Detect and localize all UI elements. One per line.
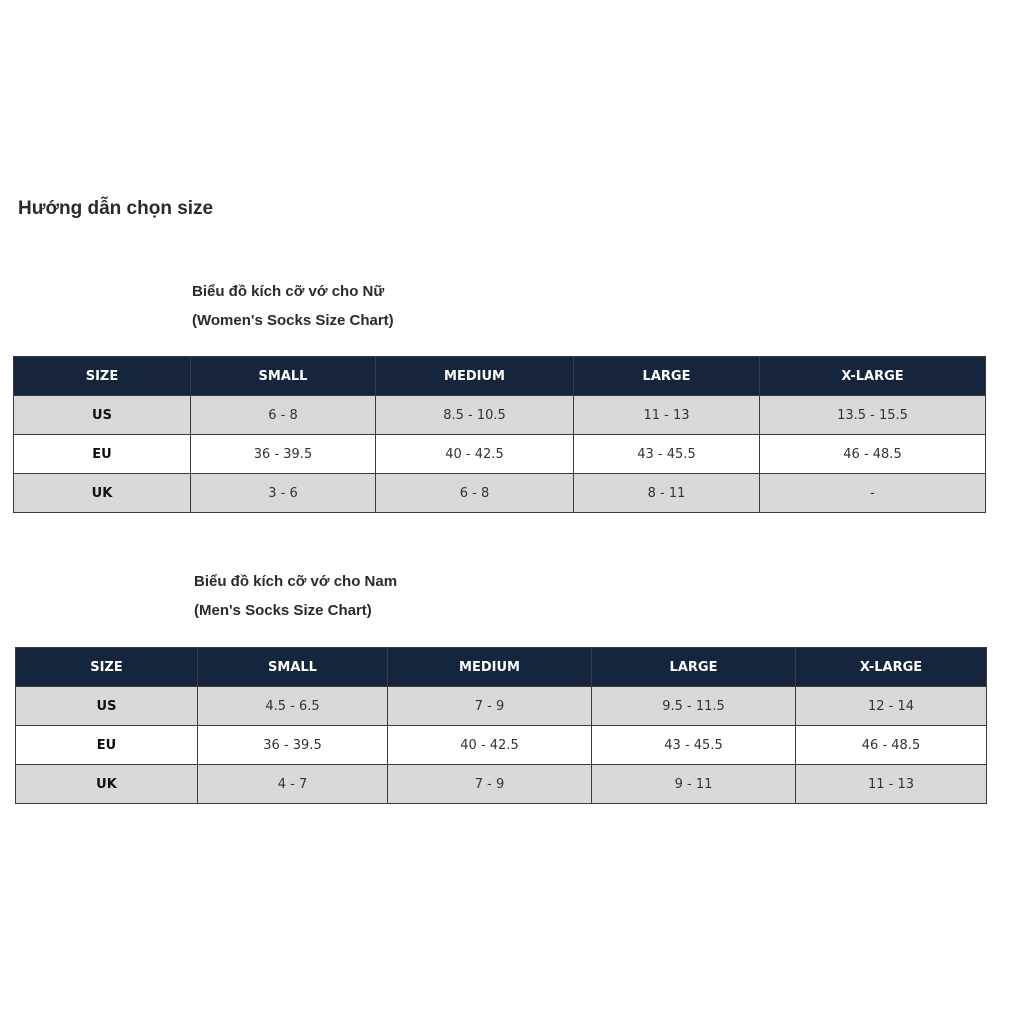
column-header-size: SIZE bbox=[14, 357, 191, 396]
table-cell: 36 - 39.5 bbox=[198, 726, 388, 765]
column-header-x-large: X-LARGE bbox=[796, 648, 987, 687]
table-cell: 6 - 8 bbox=[191, 396, 376, 435]
column-header-size: SIZE bbox=[16, 648, 198, 687]
women-chart-title-vi: Biểu đồ kích cỡ vớ cho Nữ bbox=[192, 283, 385, 300]
table-cell: 11 - 13 bbox=[796, 765, 987, 804]
table-cell: 13.5 - 15.5 bbox=[760, 396, 986, 435]
table-cell: 9 - 11 bbox=[592, 765, 796, 804]
women-chart-title bbox=[192, 277, 394, 335]
table-cell: 43 - 45.5 bbox=[592, 726, 796, 765]
row-label-eu: EU bbox=[14, 435, 191, 474]
table-header-row bbox=[16, 648, 987, 687]
column-header-large: LARGE bbox=[592, 648, 796, 687]
table-cell: 4.5 - 6.5 bbox=[198, 687, 388, 726]
column-header-medium: MEDIUM bbox=[376, 357, 574, 396]
row-label-uk: UK bbox=[14, 474, 191, 513]
women-size-table bbox=[13, 356, 986, 513]
column-header-medium: MEDIUM bbox=[388, 648, 592, 687]
table-header-row bbox=[14, 357, 986, 396]
table-cell: 3 - 6 bbox=[191, 474, 376, 513]
table-cell: 7 - 9 bbox=[388, 765, 592, 804]
table-cell: 36 - 39.5 bbox=[191, 435, 376, 474]
table-cell: 6 - 8 bbox=[376, 474, 574, 513]
women-chart-title-en: (Women's Socks Size Chart) bbox=[192, 312, 394, 329]
table-cell: 4 - 7 bbox=[198, 765, 388, 804]
column-header-x-large: X-LARGE bbox=[760, 357, 986, 396]
men-chart-title-en: (Men's Socks Size Chart) bbox=[194, 602, 372, 619]
table-row bbox=[16, 687, 987, 726]
table-cell: 8.5 - 10.5 bbox=[376, 396, 574, 435]
table-row bbox=[14, 435, 986, 474]
men-size-table bbox=[15, 647, 987, 804]
table-cell: - bbox=[760, 474, 986, 513]
men-chart-title bbox=[194, 567, 397, 625]
column-header-large: LARGE bbox=[574, 357, 760, 396]
row-label-uk: UK bbox=[16, 765, 198, 804]
row-label-us: US bbox=[16, 687, 198, 726]
table-cell: 8 - 11 bbox=[574, 474, 760, 513]
page-title: Hướng dẫn chọn size bbox=[18, 198, 214, 219]
men-chart-title-vi: Biểu đồ kích cỡ vớ cho Nam bbox=[194, 573, 398, 590]
table-row bbox=[16, 765, 987, 804]
table-cell: 11 - 13 bbox=[574, 396, 760, 435]
table-row bbox=[14, 474, 986, 513]
row-label-us: US bbox=[14, 396, 191, 435]
table-cell: 12 - 14 bbox=[796, 687, 987, 726]
table-cell: 40 - 42.5 bbox=[388, 726, 592, 765]
table-cell: 46 - 48.5 bbox=[760, 435, 986, 474]
table-cell: 43 - 45.5 bbox=[574, 435, 760, 474]
column-header-small: SMALL bbox=[198, 648, 388, 687]
column-header-small: SMALL bbox=[191, 357, 376, 396]
table-row bbox=[14, 396, 986, 435]
table-row bbox=[16, 726, 987, 765]
table-cell: 9.5 - 11.5 bbox=[592, 687, 796, 726]
row-label-eu: EU bbox=[16, 726, 198, 765]
table-cell: 7 - 9 bbox=[388, 687, 592, 726]
table-cell: 46 - 48.5 bbox=[796, 726, 987, 765]
table-cell: 40 - 42.5 bbox=[376, 435, 574, 474]
